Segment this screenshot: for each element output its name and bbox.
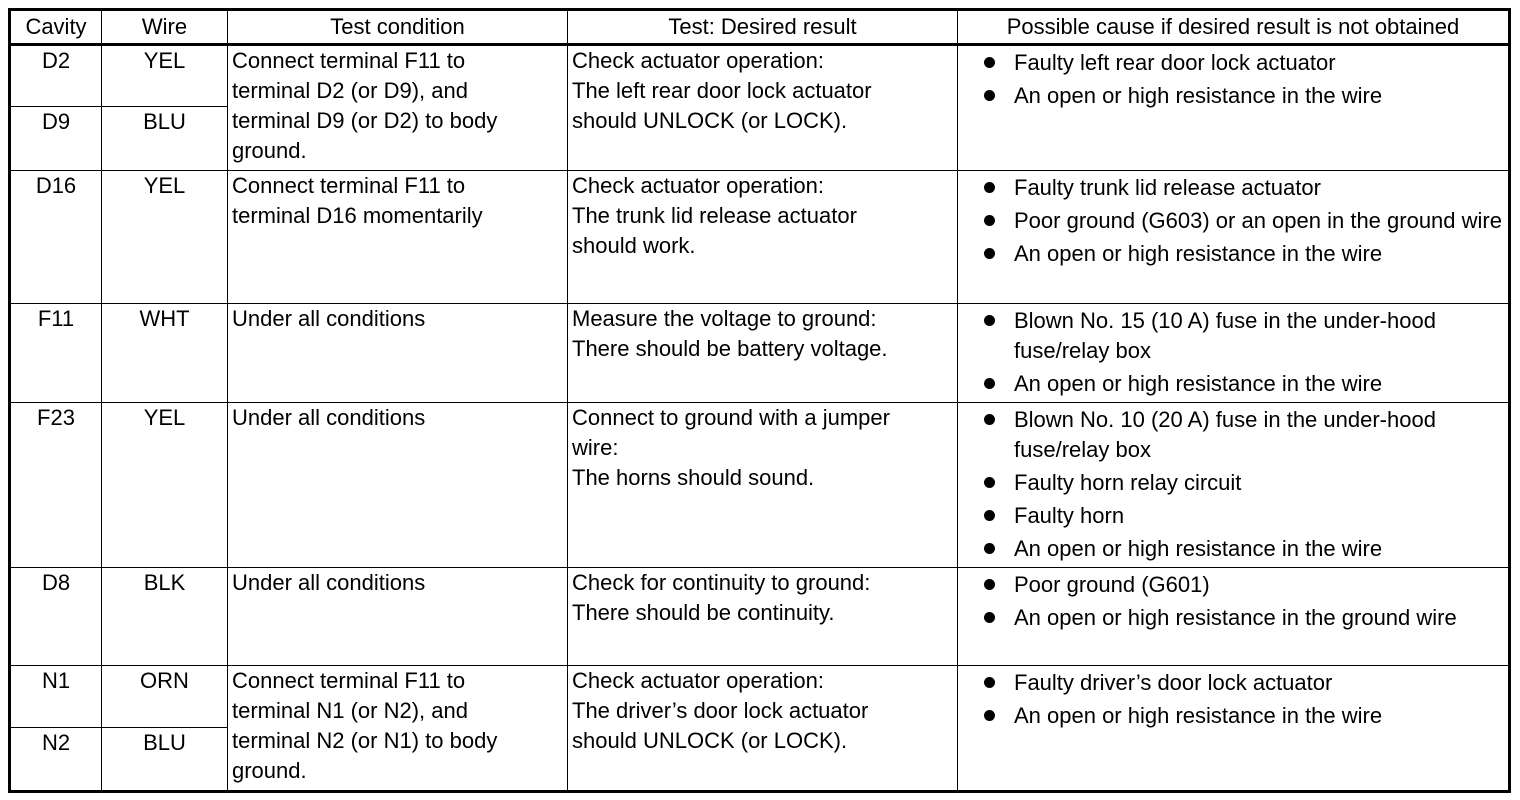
bullet-icon [984, 182, 995, 193]
desired-result-cell [568, 403, 958, 568]
cause-text: Faulty horn relay circuit [1014, 470, 1242, 495]
cause-item [962, 81, 1504, 111]
bullet-icon [984, 510, 995, 521]
desired-result-line: wire: [572, 435, 619, 460]
bullet-icon [984, 315, 995, 326]
connector-test-table [8, 8, 1511, 793]
cause-item [962, 206, 1504, 236]
cause-list [962, 304, 1504, 399]
possible-cause-cell [958, 304, 1510, 403]
desired-result-line: The driver’s door lock actuator [572, 698, 869, 723]
cause-text: Faulty left rear door lock actuator [1014, 50, 1336, 75]
table-row [10, 568, 1510, 666]
test-condition-line: Connect terminal F11 to [232, 173, 466, 198]
cause-text: An open or high resistance in the wire [1014, 83, 1383, 108]
possible-cause-cell [958, 171, 1510, 304]
table-row [10, 666, 1510, 728]
cause-list [962, 403, 1504, 564]
cause-item [962, 570, 1504, 600]
wire-cell: BLU [102, 107, 228, 171]
table-row [10, 304, 1510, 403]
cause-item [962, 369, 1504, 399]
bullet-icon [984, 414, 995, 425]
table-row [10, 171, 1510, 304]
cause-text: Poor ground (G601) [1014, 572, 1210, 597]
wire-cell: BLU [102, 728, 228, 792]
bullet-icon [984, 215, 995, 226]
bullet-icon [984, 57, 995, 68]
header-test-condition: Test condition [228, 10, 568, 45]
wire-cell: ORN [102, 666, 228, 728]
test-condition-line: terminal N1 (or N2), and [232, 698, 468, 723]
possible-cause-cell [958, 45, 1510, 171]
wire-cell: BLK [102, 568, 228, 666]
table-row [10, 45, 1510, 107]
cause-text: Blown No. 10 (20 A) fuse in the under-hood fuse/relay box [1014, 407, 1436, 462]
test-condition-line: terminal N2 (or N1) to body [232, 728, 498, 753]
cause-text: Blown No. 15 (10 A) fuse in the under-hood fuse/relay box [1014, 308, 1436, 363]
cause-text: An open or high resistance in the wire [1014, 536, 1383, 561]
cavity-cell: N1 [10, 666, 102, 728]
cause-text: An open or high resistance in the wire [1014, 703, 1383, 728]
cause-text: Faulty driver’s door lock actuator [1014, 670, 1333, 695]
wire-cell: YEL [102, 171, 228, 304]
desired-result-line: should UNLOCK (or LOCK). [572, 108, 848, 133]
test-condition-line: Connect terminal F11 to [232, 48, 466, 73]
desired-result-line: should work. [572, 233, 696, 258]
cause-item [962, 306, 1504, 366]
cause-text: An open or high resistance in the wire [1014, 371, 1383, 396]
cavity-cell: F11 [10, 304, 102, 403]
desired-result-line: Connect to ground with a jumper [572, 405, 890, 430]
cavity-cell: D8 [10, 568, 102, 666]
header-desired-result: Test: Desired result [568, 10, 958, 45]
cause-item [962, 668, 1504, 698]
cause-list [962, 171, 1504, 269]
cause-list [962, 46, 1504, 111]
test-condition-cell [228, 403, 568, 568]
test-condition-line: terminal D2 (or D9), and [232, 78, 468, 103]
cavity-cell: D16 [10, 171, 102, 304]
desired-result-line: should UNLOCK (or LOCK). [572, 728, 848, 753]
test-condition-line: terminal D9 (or D2) to body [232, 108, 498, 133]
cause-text: Poor ground (G603) or an open in the ground wire [1014, 208, 1502, 233]
test-condition-line: Under all conditions [232, 306, 426, 331]
table-row [10, 403, 1510, 568]
test-condition-cell [228, 45, 568, 171]
bullet-icon [984, 579, 995, 590]
test-condition-line: Under all conditions [232, 405, 426, 430]
bullet-icon [984, 477, 995, 488]
wire-cell: YEL [102, 403, 228, 568]
test-condition-line: terminal D16 momentarily [232, 203, 483, 228]
desired-result-line: Check actuator operation: [572, 173, 824, 198]
test-condition-cell [228, 171, 568, 304]
cause-item [962, 173, 1504, 203]
desired-result-line: The horns should sound. [572, 465, 815, 490]
desired-result-line: Check actuator operation: [572, 668, 824, 693]
cause-item [962, 603, 1504, 633]
desired-result-line: Check actuator operation: [572, 48, 824, 73]
cause-text: Faulty trunk lid release actuator [1014, 175, 1321, 200]
cavity-cell: F23 [10, 403, 102, 568]
bullet-icon [984, 248, 995, 259]
cavity-cell: D9 [10, 107, 102, 171]
bullet-icon [984, 677, 995, 688]
cause-item [962, 534, 1504, 564]
cavity-cell: D2 [10, 45, 102, 107]
bullet-icon [984, 612, 995, 623]
header-row [10, 10, 1510, 45]
cause-item [962, 405, 1504, 465]
header-cavity: Cavity [10, 10, 102, 45]
desired-result-line: There should be battery voltage. [572, 336, 888, 361]
test-condition-line: ground. [232, 758, 307, 783]
desired-result-cell [568, 304, 958, 403]
header-wire: Wire [102, 10, 228, 45]
cause-item [962, 239, 1504, 269]
bullet-icon [984, 90, 995, 101]
cause-text: An open or high resistance in the ground wire [1014, 605, 1457, 630]
desired-result-line: The trunk lid release actuator [572, 203, 857, 228]
cause-text: An open or high resistance in the wire [1014, 241, 1383, 266]
header-possible-cause: Possible cause if desired result is not obtained [958, 10, 1510, 45]
cause-item [962, 701, 1504, 731]
test-condition-cell [228, 304, 568, 403]
table-body [10, 45, 1510, 792]
cause-list [962, 666, 1504, 731]
cause-item [962, 501, 1504, 531]
cause-text: Faulty horn [1014, 503, 1125, 528]
possible-cause-cell [958, 403, 1510, 568]
cause-item [962, 48, 1504, 78]
test-condition-cell [228, 666, 568, 792]
test-condition-line: Connect terminal F11 to [232, 668, 466, 693]
cavity-cell: N2 [10, 728, 102, 792]
test-condition-cell [228, 568, 568, 666]
bullet-icon [984, 543, 995, 554]
wire-cell: WHT [102, 304, 228, 403]
desired-result-cell [568, 45, 958, 171]
cause-list [962, 568, 1504, 633]
test-condition-line: Under all conditions [232, 570, 426, 595]
desired-result-line: There should be continuity. [572, 600, 835, 625]
wire-cell: YEL [102, 45, 228, 107]
possible-cause-cell [958, 568, 1510, 666]
test-condition-line: ground. [232, 138, 307, 163]
desired-result-line: The left rear door lock actuator [572, 78, 872, 103]
cause-item [962, 468, 1504, 498]
desired-result-line: Check for continuity to ground: [572, 570, 871, 595]
bullet-icon [984, 710, 995, 721]
possible-cause-cell [958, 666, 1510, 792]
desired-result-line: Measure the voltage to ground: [572, 306, 877, 331]
desired-result-cell [568, 171, 958, 304]
desired-result-cell [568, 568, 958, 666]
bullet-icon [984, 378, 995, 389]
desired-result-cell [568, 666, 958, 792]
